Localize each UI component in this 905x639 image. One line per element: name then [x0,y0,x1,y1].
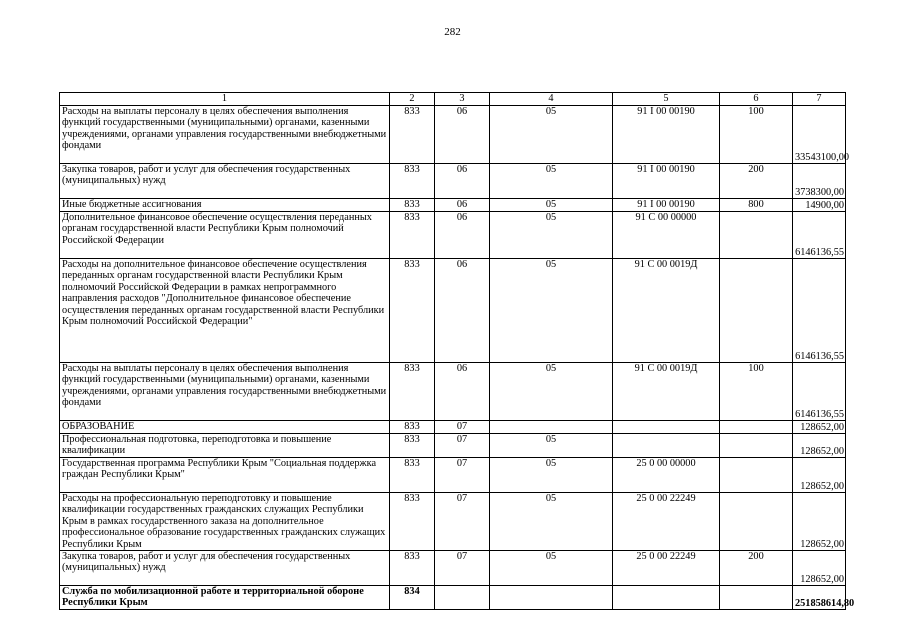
ministry-code: 833 [390,493,435,551]
table-row [60,434,846,458]
subsection-code: 05 [490,164,613,199]
amount: 128652,00 [793,421,846,434]
target-article: 91 I 00 00190 [613,106,720,164]
amount: 6146136,55 [793,212,846,259]
table-row [60,421,846,434]
row-name: Профессиональная подготовка, переподготовка и повышение квалификации [60,434,390,458]
table-row [60,199,846,212]
amount: 3738300,00 [793,164,846,199]
page-number: 282 [444,26,461,38]
expense-type: 200 [720,551,793,586]
table-row [60,259,846,363]
column-header: 3 [435,93,490,106]
expense-type: 100 [720,363,793,421]
subsection-code [490,421,613,434]
subsection-code: 05 [490,493,613,551]
subsection-code: 05 [490,458,613,493]
row-name: Государственная программа Республики Крым "Социальная поддержка граждан Республики Крым" [60,458,390,493]
amount: 128652,00 [793,493,846,551]
column-header: 7 [793,93,846,106]
table-row [60,106,846,164]
section-code: 06 [435,164,490,199]
subsection-code: 05 [490,199,613,212]
subsection-code: 05 [490,434,613,458]
amount: 14900,00 [793,199,846,212]
amount: 6146136,55 [793,259,846,363]
subsection-code: 05 [490,106,613,164]
ministry-code: 833 [390,164,435,199]
section-code: 06 [435,259,490,363]
expense-type [720,493,793,551]
ministry-code: 833 [390,551,435,586]
table-row [60,458,846,493]
target-article: 91 С 00 00000 [613,212,720,259]
section-code: 07 [435,434,490,458]
subsection-code: 05 [490,259,613,363]
expense-type [720,458,793,493]
column-header: 2 [390,93,435,106]
table-row [60,363,846,421]
section-code: 06 [435,106,490,164]
subsection-code: 05 [490,551,613,586]
column-header: 1 [60,93,390,106]
section-code: 06 [435,212,490,259]
ministry-code: 833 [390,199,435,212]
table-row [60,212,846,259]
ministry-code: 833 [390,259,435,363]
subsection-code [490,586,613,610]
target-article: 25 0 00 00000 [613,458,720,493]
section-code [435,586,490,610]
target-article [613,586,720,610]
expense-type [720,434,793,458]
row-name: Иные бюджетные ассигнования [60,199,390,212]
expense-type [720,586,793,610]
section-code: 07 [435,551,490,586]
subsection-code: 05 [490,212,613,259]
expense-type: 200 [720,164,793,199]
target-article: 25 0 00 22249 [613,493,720,551]
row-name: Закупка товаров, работ и услуг для обеспечения государственных (муниципальных) нужд [60,164,390,199]
ministry-code: 833 [390,363,435,421]
table-body [60,93,855,610]
row-name: Расходы на профессиональную переподготовку и повышение квалификации государственных гражданских служащих Республики Крым в рамках государственного заказа на дополнительное профессиональное образование государственных гражданских служащих Республики Крым [60,493,390,551]
target-article [613,434,720,458]
target-article: 25 0 00 22249 [613,551,720,586]
expense-type: 100 [720,106,793,164]
amount: 6146136,55 [793,363,846,421]
table-row [60,586,846,610]
target-article: 91 С 00 0019Д [613,259,720,363]
ministry-code: 834 [390,586,435,610]
ministry-code: 833 [390,212,435,259]
section-code: 07 [435,421,490,434]
row-name: ОБРАЗОВАНИЕ [60,421,390,434]
column-header: 4 [490,93,613,106]
target-article: 91 I 00 00190 [613,164,720,199]
target-article: 91 С 00 0019Д [613,363,720,421]
ministry-code: 833 [390,434,435,458]
ministry-code: 833 [390,421,435,434]
expense-type: 800 [720,199,793,212]
table-header-row [60,93,846,106]
expense-type [720,212,793,259]
expense-type [720,421,793,434]
amount: 128652,00 [793,458,846,493]
row-name: Дополнительное финансовое обеспечение осуществления переданных органам государственной власти Республики Крым полномочий Российской Федерации [60,212,390,259]
subsection-code: 05 [490,363,613,421]
ministry-code: 833 [390,106,435,164]
section-code: 07 [435,493,490,551]
row-name: Закупка товаров, работ и услуг для обеспечения государственных (муниципальных) нужд [60,551,390,586]
section-code: 06 [435,363,490,421]
row-name: Служба по мобилизационной работе и территориальной обороне Республики Крым [60,586,390,610]
target-article: 91 I 00 00190 [613,199,720,212]
amount: 128652,00 [793,434,846,458]
amount: 33543100,00 [793,106,846,164]
amount: 251858614,80 [793,586,846,610]
row-name: Расходы на дополнительное финансовое обеспечение осуществления переданных органам государственной власти Республики Крым полномочий Российской Федерации в рамках непрограммного направления расходов "Дополнительное финансовое обеспечение осуществления переданных органам государственной власти Республики Крым полномочий Российской Федерации" [60,259,390,363]
table-row [60,493,846,551]
amount: 128652,00 [793,551,846,586]
column-header: 5 [613,93,720,106]
row-name: Расходы на выплаты персоналу в целях обеспечения выполнения функций государственными (муниципальными) органами, казенными учреждениями, органами управления государственными внебюджетными фондами [60,106,390,164]
table-row [60,551,846,586]
expense-type [720,259,793,363]
column-header: 6 [720,93,793,106]
budget-table [59,92,855,610]
section-code: 06 [435,199,490,212]
table-row [60,164,846,199]
section-code: 07 [435,458,490,493]
ministry-code: 833 [390,458,435,493]
row-name: Расходы на выплаты персоналу в целях обеспечения выполнения функций государственными (муниципальными) органами, казенными учреждениями, органами управления государственными внебюджетными фондами [60,363,390,421]
target-article [613,421,720,434]
